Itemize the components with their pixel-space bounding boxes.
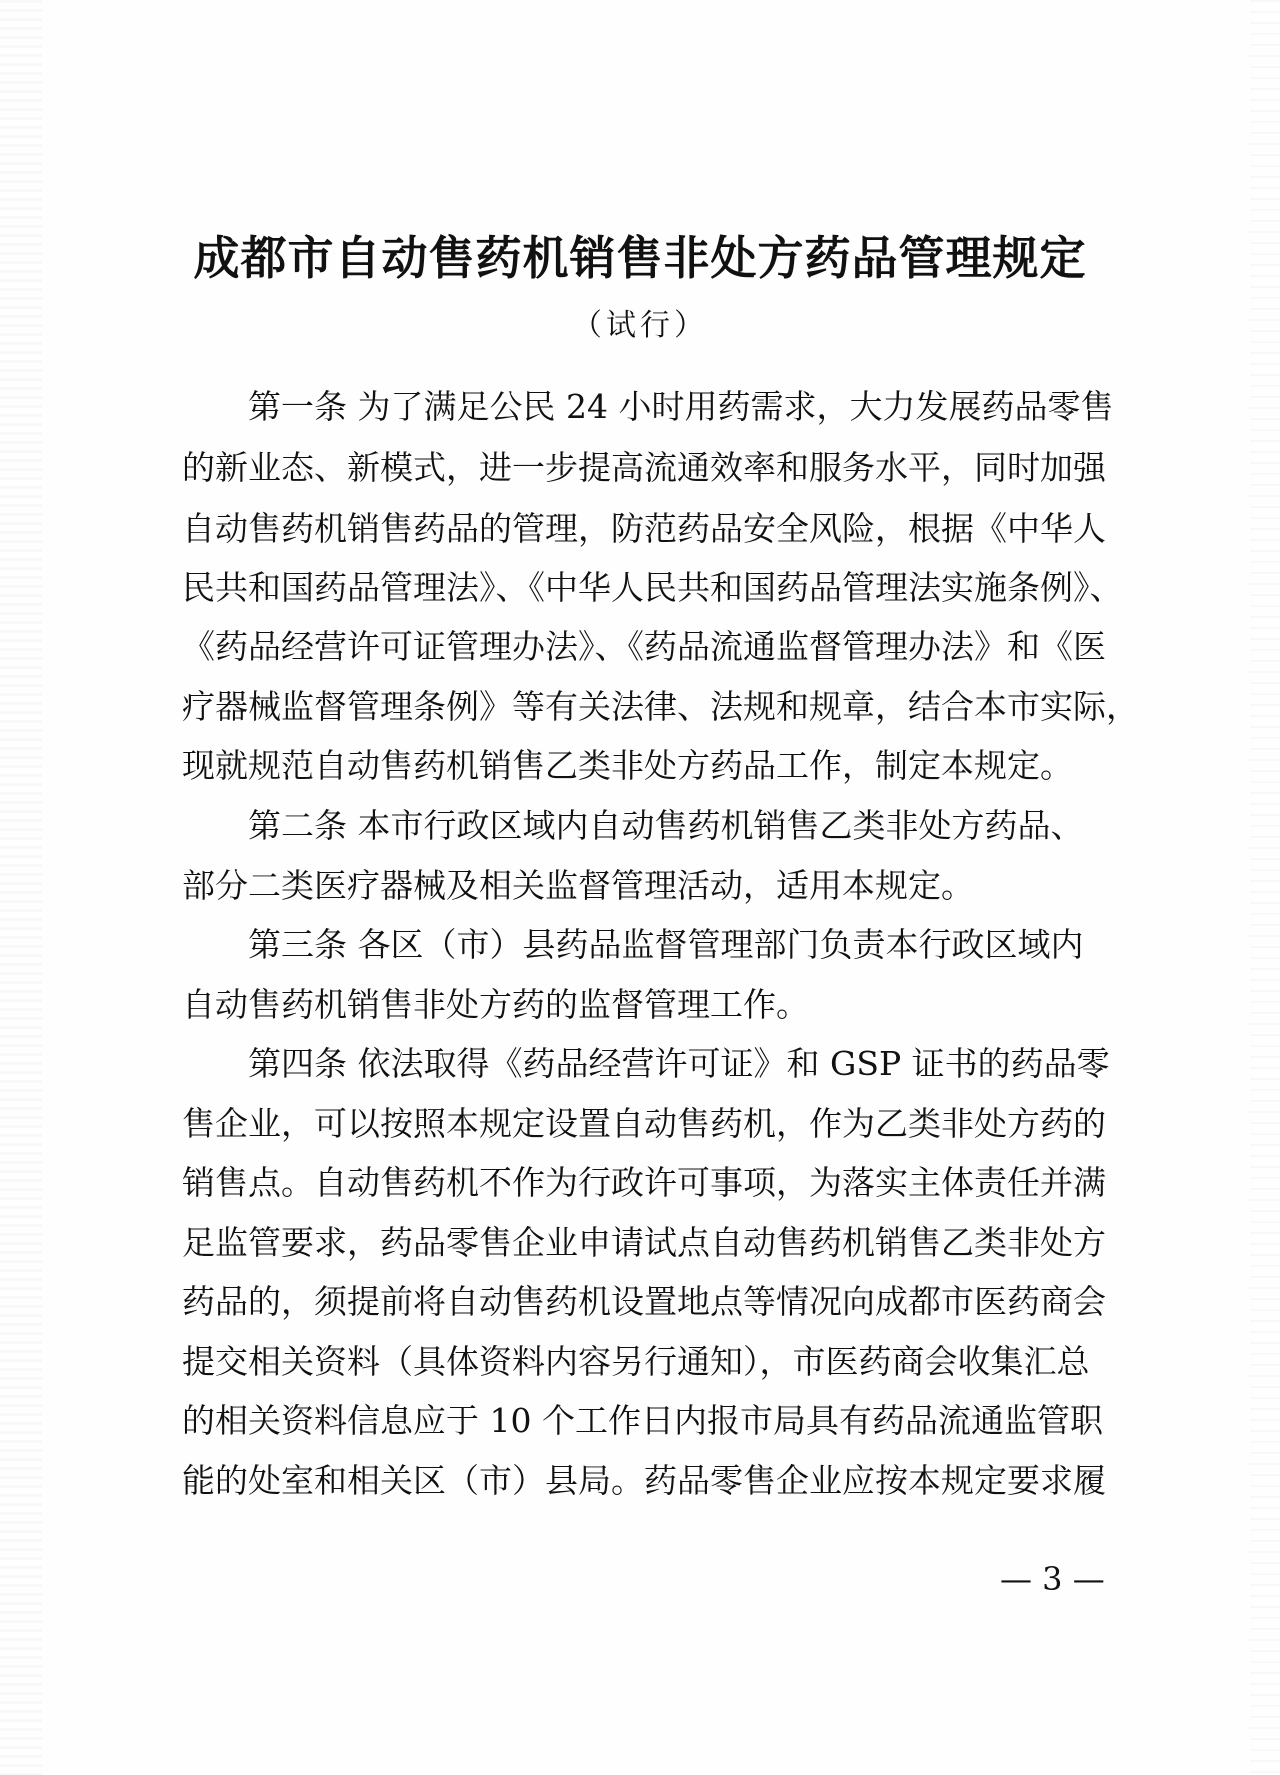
body-line: 部分二类医疗器械及相关监督管理活动，适用本规定。	[182, 866, 974, 905]
scan-edge-left	[0, 0, 42, 1775]
body-line: 销售点。自动售药机不作为行政许可事项，为落实主体责任并满	[182, 1163, 1106, 1202]
body-line: 提交相关资料（具体资料内容另行通知），市医药商会收集汇总	[182, 1342, 1090, 1381]
body-line: 药品的，须提前将自动售药机设置地点等情况向成都市医药商会	[182, 1282, 1106, 1321]
body-line: 第三条 各区（市）县药品监督管理部门负责本行政区域内	[248, 925, 1084, 964]
body-line: 《药品经营许可证管理办法》、《药品流通监督管理办法》和《医	[182, 627, 1106, 666]
body-line: 能的处室和相关区（市）县局。药品零售企业应按本规定要求履	[182, 1461, 1106, 1500]
body-line: 售企业，可以按照本规定设置自动售药机，作为乙类非处方药的	[182, 1104, 1106, 1143]
body-line: 足监管要求，药品零售企业申请试点自动售药机销售乙类非处方	[182, 1223, 1106, 1262]
document-subtitle: （试行）	[572, 308, 708, 343]
body-line: 的相关资料信息应于 10 个工作日内报市局具有药品流通监管职	[182, 1401, 1103, 1440]
body-line: 的新业态、新模式，进一步提高流通效率和服务水平，同时加强	[182, 448, 1106, 487]
body-line: 第一条 为了满足公民 24 小时用药需求，大力发展药品零售	[248, 387, 1114, 426]
body-line: 第四条 依法取得《药品经营许可证》和 GSP 证书的药品零	[248, 1044, 1110, 1083]
body-line: 民共和国药品管理法》、《中华人民共和国药品管理法实施条例》、	[182, 568, 1123, 607]
document-title: 成都市自动售药机销售非处方药品管理规定	[193, 231, 1087, 285]
body-line: 疗器械监督管理条例》等有关法律、法规和规章，结合本市实际，	[182, 687, 1139, 726]
page-number: — 3 —	[1000, 1560, 1105, 1598]
body-line: 现就规范自动售药机销售乙类非处方药品工作，制定本规定。	[182, 746, 1073, 785]
body-line: 自动售药机销售非处方药的监督管理工作。	[182, 985, 809, 1024]
body-line: 自动售药机销售药品的管理，防范药品安全风险，根据《中华人	[182, 509, 1106, 548]
scan-edge-right	[1250, 0, 1280, 1775]
body-line: 第二条 本市行政区域内自动售药机销售乙类非处方药品、	[248, 806, 1084, 845]
